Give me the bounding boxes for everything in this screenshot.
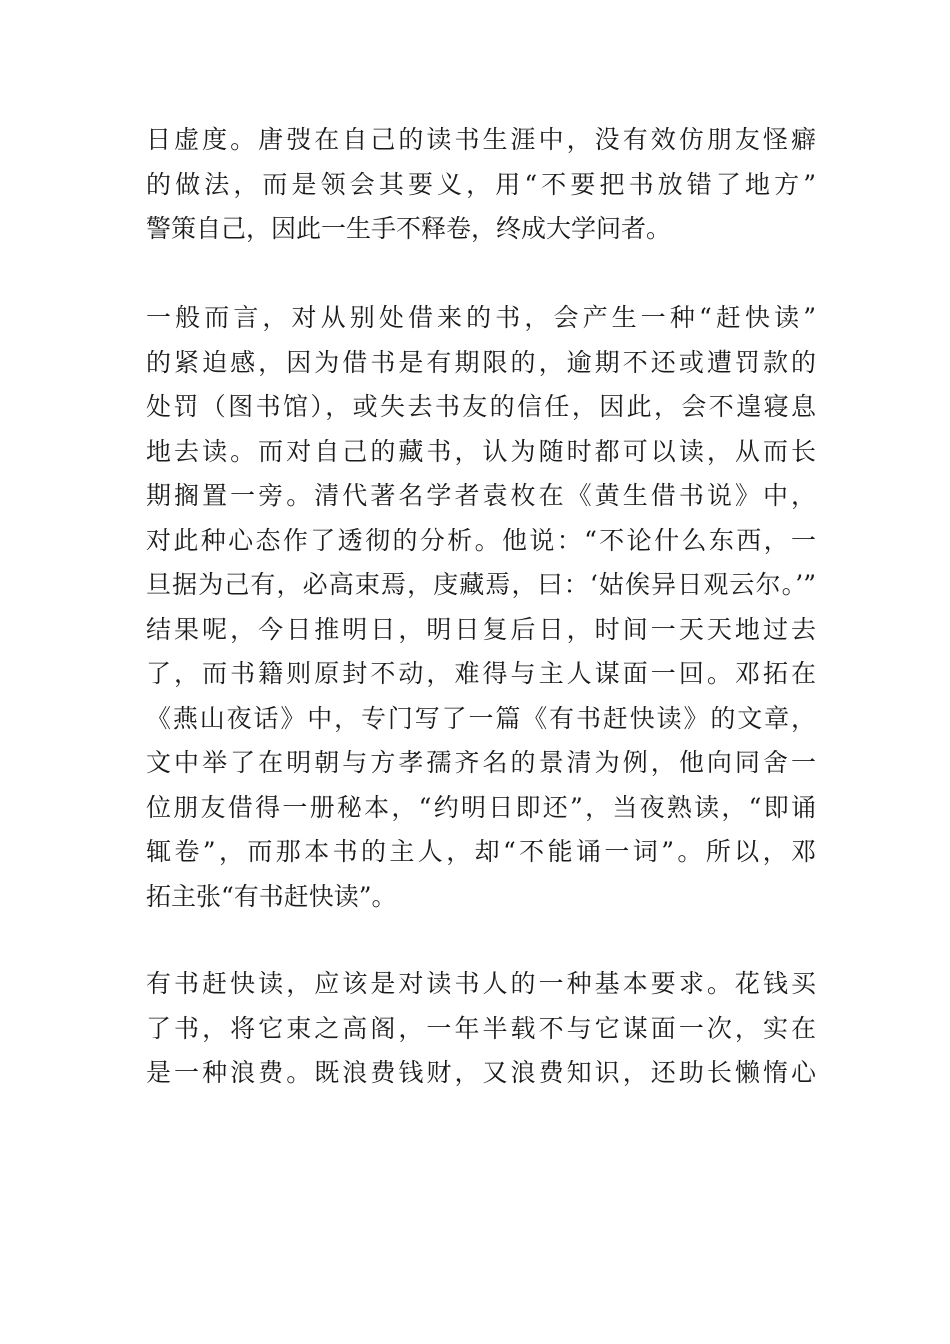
text-line: 文中举了在明朝与方孝孺齐名的景清为例，他向同舍一	[146, 748, 816, 777]
text-line: 《燕山夜话》中，专门写了一篇《有书赶快读》的文章，	[146, 703, 816, 733]
text-line: 了书，将它束之高阁，一年半载不与它谋面一次，实在	[146, 1013, 816, 1043]
text-line: 的紧迫感，因为借书是有期限的，逾期不还或遭罚款的	[146, 347, 816, 377]
text-line: 处罚（图书馆），或失去书友的信任，因此，会不遑寝息	[146, 392, 816, 421]
paragraph-2	[146, 296, 816, 919]
text-line: 了，而书籍则原封不动，难得与主人谋面一回。邓拓在	[146, 659, 816, 688]
text-line: 地去读。而对自己的藏书，认为随时都可以读，从而长	[146, 436, 816, 466]
text-line: 日虚度。唐弢在自己的读书生涯中，没有效仿朋友怪癖	[146, 125, 816, 154]
paragraph-1	[146, 118, 816, 252]
text-line: 辄卷”，而那本书的主人，却“不能诵一词”。所以，邓	[146, 837, 816, 866]
text-line: 有书赶快读，应该是对读书人的一种基本要求。花钱买	[146, 969, 816, 998]
text-line: 是一种浪费。既浪费钱财，又浪费知识，还助长懒惰心	[146, 1058, 816, 1087]
text-line: 的做法，而是领会其要义，用“不要把书放错了地方”	[146, 169, 816, 199]
text-line: 期搁置一旁。清代著名学者袁枚在《黄生借书说》中，	[146, 481, 816, 510]
text-line: 一般而言，对从别处借来的书，会产生一种“赶快读”	[146, 303, 816, 332]
text-line: 拓主张“有书赶快读”。	[146, 881, 397, 911]
text-line: 警策自己，因此一生手不释卷，终成大学问者。	[146, 214, 672, 243]
text-line: 结果呢，今日推明日，明日复后日，时间一天天地过去	[146, 614, 816, 644]
paragraph-3	[146, 962, 816, 1096]
text-line: 对此种心态作了透彻的分析。他说：“不论什么东西，一	[146, 525, 816, 555]
text-line: 位朋友借得一册秘本，“约明日即还”，当夜熟读，“即诵	[146, 792, 816, 822]
text-line: 旦据为己有，必高束焉，庋藏焉，曰：‘姑俟异日观云尔。’”	[146, 570, 816, 599]
